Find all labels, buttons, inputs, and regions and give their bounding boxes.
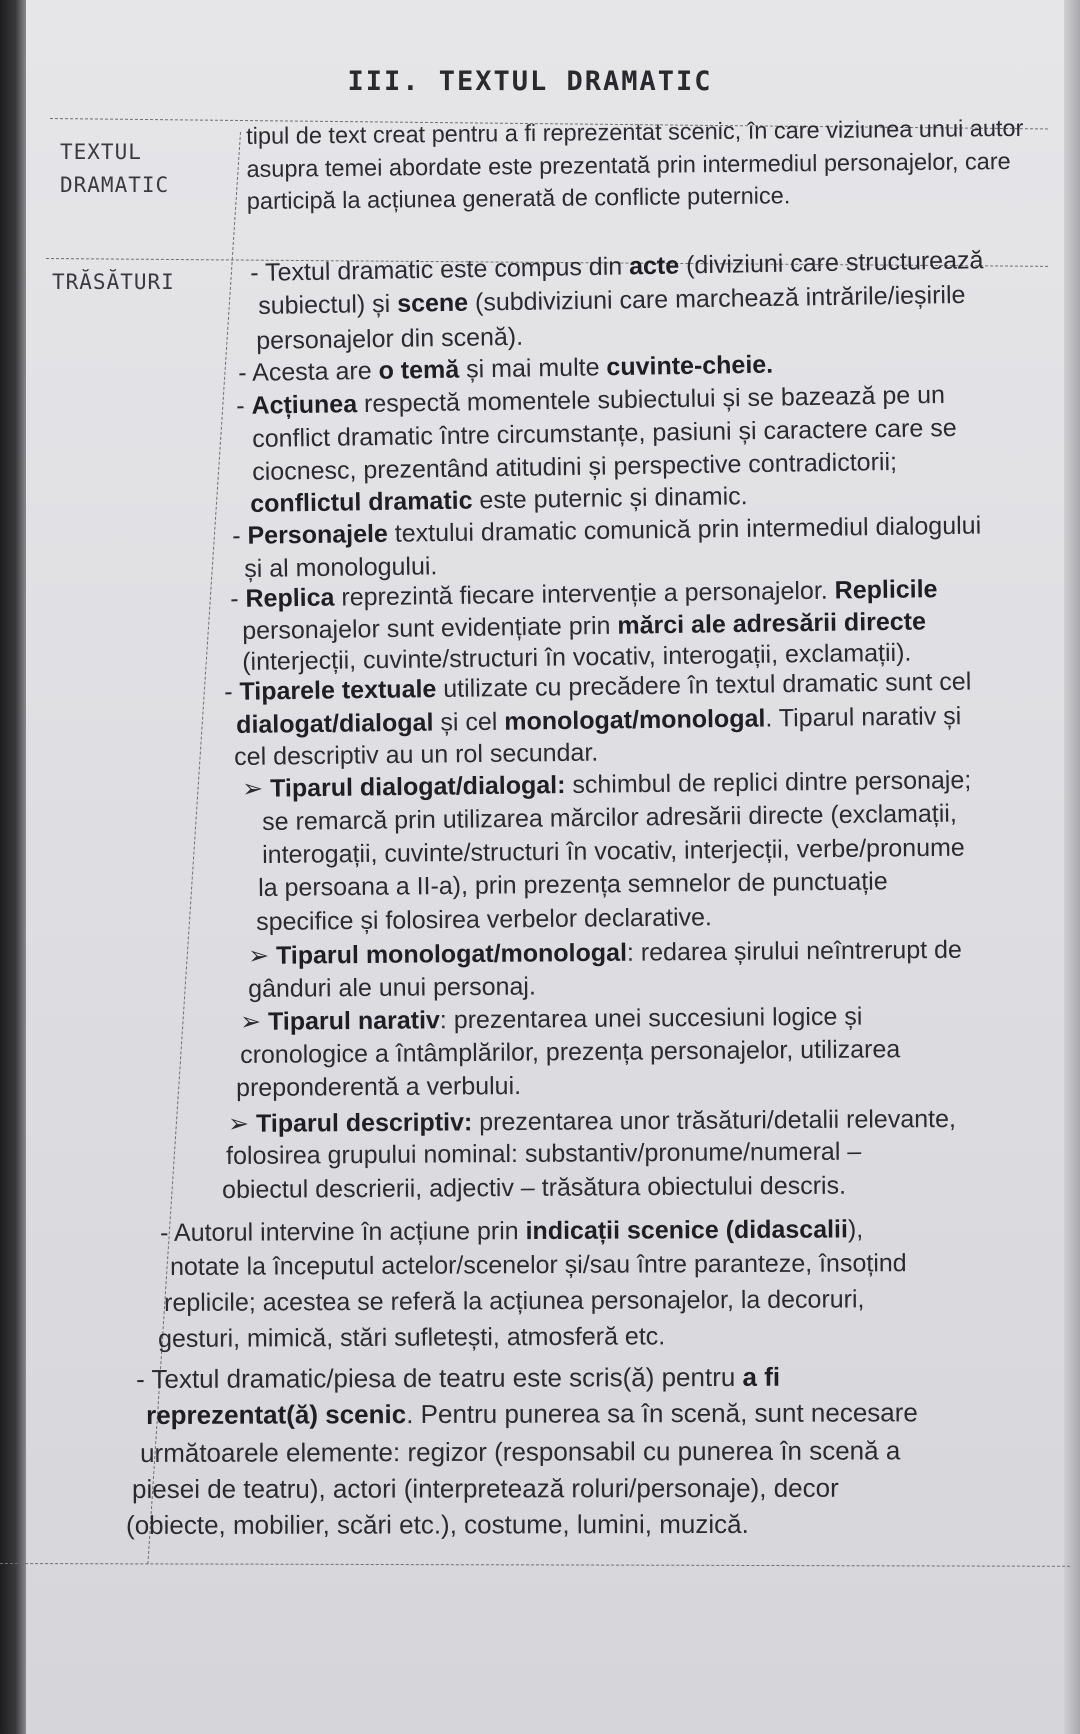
bold-term: Tiparul descriptiv:: [255, 1108, 473, 1138]
page-edge: [1064, 0, 1080, 1734]
line-text: - Textul dramatic este compus din: [250, 252, 630, 287]
line-text: se remarcă prin utilizarea mărcilor adresării directe (exclamații,: [262, 799, 957, 836]
line-text: preponderentă a verbului.: [236, 1072, 522, 1102]
line-text: - Acesta are: [238, 356, 379, 387]
line-text: : prezentarea unei succesiuni logice și: [439, 1002, 863, 1035]
line-text: ciocnesc, prezentând atitudini și perspective contradictorii;: [252, 447, 898, 486]
feature-line: [170, 1247, 907, 1284]
line-text: personajelor din scenă).: [256, 322, 524, 355]
bold-term: Personajele: [247, 519, 389, 550]
feature-line: [164, 1283, 865, 1320]
page-title: III. TEXTUL DRAMATIC: [347, 66, 713, 97]
line-text: : redarea șirului neîntrerupt de: [626, 935, 962, 967]
line-text: specifice și folosirea verbelor declarative.: [256, 903, 713, 936]
feature-line: [256, 901, 712, 939]
line-text: ),: [847, 1215, 864, 1244]
line-text: ➢: [240, 1007, 269, 1036]
definition-text: tipul de text creat pentru a fi reprezentat scenic, în care viziunea unui autor asupra temei abordate este prezentată prin intermediul personajelor, care participă la acțiunea generată de conflicte puternice.: [246, 114, 1024, 214]
line-text: următoarele elemente: regizor (responsabil cu punerea în scenă a: [140, 1435, 901, 1468]
line-text: obiectul descrierii, adjectiv – trăsătura obiectului descris.: [222, 1171, 847, 1204]
line-text: ➢: [248, 941, 277, 970]
features-term: TRĂSĂTURI: [52, 270, 175, 294]
feature-line: [140, 1434, 900, 1470]
bold-term: Tiparul narativ: [267, 1006, 440, 1036]
feature-line: [236, 1070, 521, 1105]
bold-term: dialogat/dialogal: [236, 708, 434, 739]
line-text: schimbul de replici dintre personaje;: [565, 766, 972, 800]
feature-line: [146, 1396, 918, 1432]
feature-line: [158, 1320, 665, 1356]
feature-line: [126, 1508, 749, 1542]
feature-line: [258, 865, 888, 905]
line-text: (diviziuni care structurează: [678, 246, 984, 280]
line-text: interogații, cuvinte/structuri în vocativ, interjecții, verbe/pronume: [262, 833, 965, 869]
line-text: - Textul dramatic/piesa de teatru este scris(ă) pentru: [136, 1361, 743, 1394]
bold-term: scene: [396, 288, 469, 318]
line-text: utilizate cu precădere în textul dramatic sunt cel: [436, 667, 972, 704]
line-text: prezentarea unor trăsături/detalii relevante,: [472, 1104, 956, 1137]
bold-term: Replica: [245, 583, 335, 613]
feature-line: [226, 1136, 861, 1173]
line-text: folosirea grupului nominal: substantiv/pronume/numeral –: [226, 1137, 862, 1170]
line-text: (subdiviziuni care marchează intrările/ieșirile: [467, 280, 966, 317]
book-spine-shadow: [0, 0, 26, 1734]
term-label-line2: DRAMATIC: [60, 173, 170, 197]
line-text: gânduri ale unui personaj.: [248, 972, 536, 1003]
bold-term: Acțiunea: [251, 390, 358, 420]
line-text: reprezintă fiecare intervenție a personajelor.: [334, 576, 835, 612]
line-text: (interjecții, cuvinte/structuri în vocativ, interogații, exclamații).: [242, 638, 912, 676]
feature-line: [248, 934, 962, 973]
line-text: notate la începutul actelor/scenelor și/sau între paranteze, însoțind: [170, 1249, 907, 1281]
bold-term: conflictul dramatic: [250, 486, 473, 518]
line-text: textului dramatic comunică prin intermediul dialogului: [387, 511, 982, 548]
line-text: -: [230, 584, 246, 613]
bold-term: Tiparele textuale: [239, 675, 437, 706]
line-text: și al monologului.: [244, 552, 438, 583]
bold-term: Tiparul dialogat/dialogal:: [269, 771, 566, 803]
bold-term: indicații scenice (didascalii: [525, 1215, 848, 1246]
feature-line: [160, 1213, 863, 1250]
line-text: -: [224, 677, 240, 706]
line-text: . Pentru punerea sa în scenă, sunt necesare: [406, 1397, 918, 1430]
line-text: -: [236, 391, 252, 420]
line-text: ➢: [242, 774, 271, 803]
line-text: este puternic și dinamic.: [472, 482, 748, 515]
bold-term: reprezentat(ă) scenic: [146, 1399, 407, 1430]
term-cell: [60, 136, 169, 202]
line-text: piesei de teatru), actori (interpretează roluri/personaje), decor: [132, 1472, 839, 1504]
line-text: și cel: [433, 707, 505, 737]
feature-line: [240, 1001, 862, 1039]
feature-line: [248, 970, 536, 1006]
feature-line: [240, 1033, 900, 1072]
line-text: conflict dramatic între circumstanțe, pasiuni și caractere care se: [252, 413, 957, 453]
line-text: (obiecte, mobilier, scări etc.), costume, lumini, muzică.: [126, 1508, 749, 1540]
line-text: și mai multe: [458, 353, 607, 384]
line-text: gesturi, mimică, stări sufletești, atmosferă etc.: [158, 1322, 666, 1353]
bold-term: o temă: [378, 355, 460, 385]
bold-term: mărci ale adresării directe: [617, 607, 927, 640]
line-text: replicile; acestea se referă la acțiunea personajelor, la decoruri,: [164, 1285, 865, 1317]
bold-term: a fi: [742, 1361, 781, 1392]
line-text: ➢: [228, 1109, 257, 1138]
feature-line: [136, 1361, 780, 1396]
line-text: subiectul) și: [258, 289, 398, 320]
line-text: . Tiparul narativ și: [765, 702, 962, 733]
line-text: cel descriptiv au un rol secundar.: [234, 738, 599, 771]
line-text: - Autorul intervine în acțiune prin: [160, 1217, 526, 1247]
line-text: respectă momentele subiectului și se bazează pe un: [356, 380, 946, 419]
bold-term: Replicile: [834, 575, 938, 605]
bold-term: acte: [628, 251, 680, 281]
feature-line: [222, 1170, 846, 1207]
term-label-line1: TEXTUL: [60, 140, 142, 164]
line-text: cronologice a întâmplărilor, prezența personajelor, utilizarea: [240, 1035, 901, 1069]
bold-term: Tiparul monologat/monologal: [275, 938, 628, 970]
line-text: -: [232, 521, 248, 550]
feature-line: [132, 1472, 839, 1506]
bold-term: monologat/monologal: [504, 704, 766, 736]
line-text: personajelor sunt evidențiate prin: [242, 611, 618, 645]
bold-term: cuvinte-cheie.: [606, 350, 774, 382]
line-text: la persoana a II-a), prin prezența semnelor de punctuație: [258, 867, 888, 902]
